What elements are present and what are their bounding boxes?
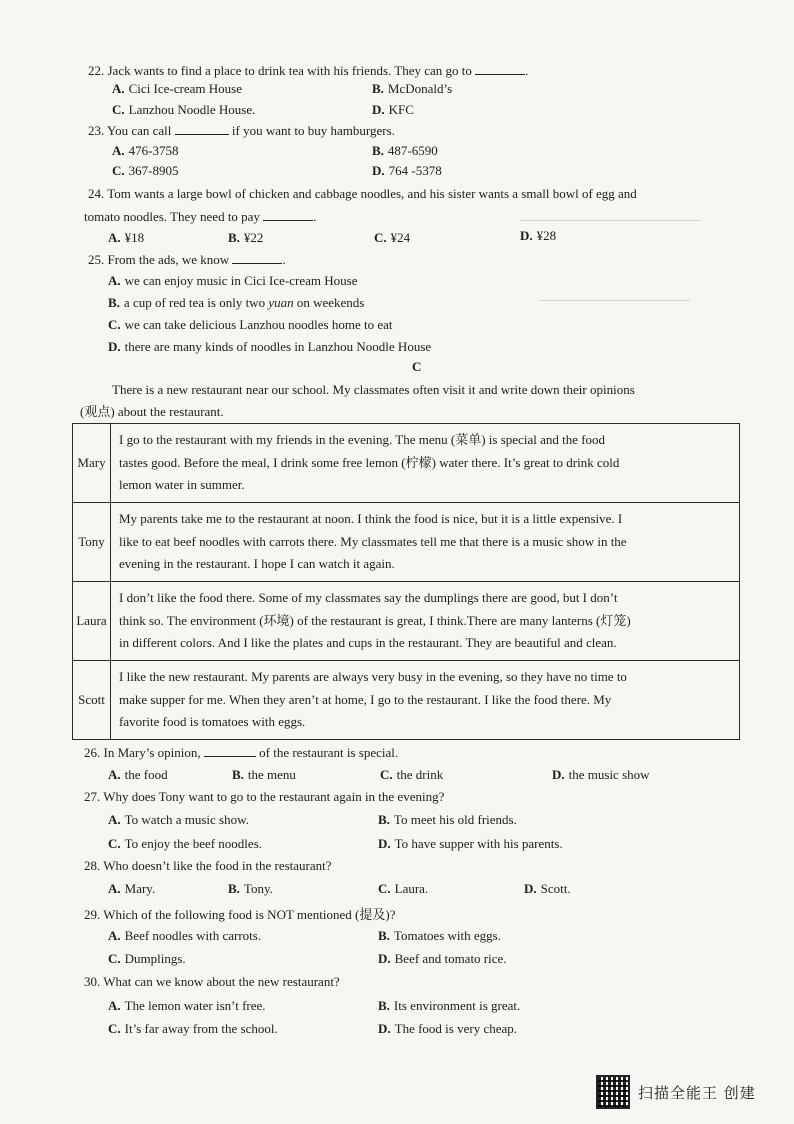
q25-option-c[interactable]: C. we can take delicious Lanzhou noodles home to eat [108, 317, 393, 332]
answer-blank[interactable] [204, 744, 256, 757]
q29-option-c[interactable]: C. Dumplings. [108, 951, 186, 966]
question-27: 27. Why does Tony want to go to the restaurant again in the evening? [84, 789, 445, 804]
opinion-name: Laura [73, 582, 111, 661]
watermark-text: 扫描全能王 创建 [638, 1083, 756, 1102]
q30-option-d[interactable]: D. The food is very cheap. [378, 1021, 518, 1036]
q25-option-d[interactable]: D. there are many kinds of noodles in Lanzhou Noodle House [108, 339, 432, 354]
q24-option-b[interactable]: B. ¥22 [228, 230, 264, 245]
opinion-text: I go to the restaurant with my friends in the evening. The menu (菜单) is special and the food tastes good. Before the meal, I drink some free lemon (柠檬) water there. It’s great to drink cold lemon water in summer. [111, 424, 740, 503]
q23-option-a[interactable]: A. 476-3758 [112, 143, 179, 158]
q25-option-a[interactable]: A. we can enjoy music in Cici Ice-cream House [108, 273, 358, 288]
opinion-row [73, 424, 740, 503]
question-28: 28. Who doesn’t like the food in the restaurant? [84, 858, 332, 873]
qr-code-icon [596, 1075, 630, 1109]
q22-option-c[interactable]: C. Lanzhou Noodle House. [112, 102, 256, 117]
q22-option-b[interactable]: B. McDonald’s [372, 81, 453, 96]
q22-option-d[interactable]: D. KFC [372, 102, 414, 117]
q24-option-c[interactable]: C. ¥24 [374, 230, 411, 245]
opinion-row [73, 582, 740, 661]
q26-option-d[interactable]: D. the music show [552, 767, 650, 782]
question-29: 29. Which of the following food is NOT mentioned (提及)? [84, 907, 396, 922]
opinion-row [73, 661, 740, 740]
answer-blank[interactable] [475, 62, 525, 75]
q30-option-a[interactable]: A. The lemon water isn’t free. [108, 998, 266, 1013]
answer-blank[interactable] [263, 208, 313, 221]
bleed-through-mark [540, 300, 690, 309]
opinion-text: My parents take me to the restaurant at noon. I think the food is nice, but it is a little expensive. I like to eat beef noodles with carrots there. My classmates tell me that there is a music show in the evening in the restaurant. I hope I can watch it again. [111, 503, 740, 582]
section-c-intro-2: (观点) about the restaurant. [80, 404, 224, 419]
q28-option-b[interactable]: B. Tony. [228, 881, 273, 896]
opinion-name: Mary [73, 424, 111, 503]
section-c-intro: There is a new restaurant near our school. My classmates often visit it and write down their opinions [112, 382, 635, 397]
question-24-line2: tomato noodles. They need to pay . [84, 209, 317, 224]
answer-blank[interactable] [175, 122, 229, 135]
q22-stem: 22. Jack wants to find a place to drink tea with his friends. They can go to [88, 63, 472, 78]
q28-option-d[interactable]: D. Scott. [524, 881, 571, 896]
q26-option-a[interactable]: A. the food [108, 767, 168, 782]
q29-option-b[interactable]: B. Tomatoes with eggs. [378, 928, 501, 943]
q23-option-d[interactable]: D. 764 -5378 [372, 163, 442, 178]
q23-option-c[interactable]: C. 367-8905 [112, 163, 179, 178]
q30-option-c[interactable]: C. It’s far away from the school. [108, 1021, 278, 1036]
q27-option-c[interactable]: C. To enjoy the beef noodles. [108, 836, 262, 851]
question-24: 24. Tom wants a large bowl of chicken and cabbage noodles, and his sister wants a small bowl of egg and [88, 186, 637, 201]
opinion-table [72, 423, 740, 740]
q24-option-a[interactable]: A. ¥18 [108, 230, 145, 245]
opinion-text: I like the new restaurant. My parents are always very busy in the evening, so they have no time to make supper for me. When they aren’t at home, I go to the restaurant. I like the food there. My favorite food is tomatoes with eggs. [111, 661, 740, 740]
question-22: 22. Jack wants to find a place to drink tea with his friends. They can go to . [88, 63, 529, 78]
scanner-watermark [596, 1075, 756, 1109]
q29-option-a[interactable]: A. Beef noodles with carrots. [108, 928, 262, 943]
section-c-heading: C [412, 359, 422, 374]
q26-option-c[interactable]: C. the drink [380, 767, 444, 782]
question-26: 26. In Mary’s opinion, of the restaurant is special. [84, 745, 399, 760]
question-23: 23. You can call if you want to buy hamburgers. [88, 123, 395, 138]
question-25: 25. From the ads, we know . [88, 252, 286, 267]
q25-option-b[interactable]: B. a cup of red tea is only two yuan on weekends [108, 295, 365, 310]
question-30: 30. What can we know about the new restaurant? [84, 974, 340, 989]
q22-option-a[interactable]: A. Cici Ice-cream House [112, 81, 242, 96]
opinion-name: Scott [73, 661, 111, 740]
q29-option-d[interactable]: D. Beef and tomato rice. [378, 951, 507, 966]
q28-option-a[interactable]: A. Mary. [108, 881, 156, 896]
q23-option-b[interactable]: B. 487-6590 [372, 143, 438, 158]
q30-option-b[interactable]: B. Its environment is great. [378, 998, 521, 1013]
q28-option-c[interactable]: C. Laura. [378, 881, 429, 896]
answer-blank[interactable] [232, 251, 282, 264]
q27-option-a[interactable]: A. To watch a music show. [108, 812, 249, 827]
opinion-name: Tony [73, 503, 111, 582]
q27-option-b[interactable]: B. To meet his old friends. [378, 812, 517, 827]
q24-option-d[interactable]: D. ¥28 [520, 228, 557, 243]
opinion-text: I don’t like the food there. Some of my classmates say the dumplings there are good, but I don’t think so. The environment (环境) of the restaurant is great, I think.There are many lanterns (灯笼) in different colors. And I like the plates and cups in the restaurant. They are beautiful and clean. [111, 582, 740, 661]
q26-option-b[interactable]: B. the menu [232, 767, 296, 782]
q27-option-d[interactable]: D. To have supper with his parents. [378, 836, 563, 851]
opinion-row [73, 503, 740, 582]
